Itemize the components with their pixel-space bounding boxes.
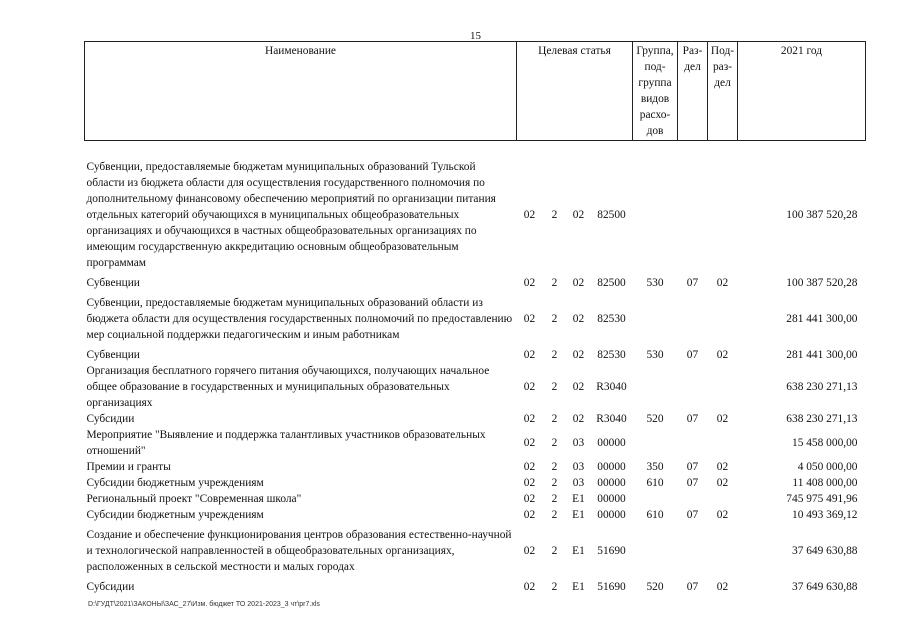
row-rz: [678, 427, 708, 459]
row-prz: 02: [716, 509, 729, 521]
row-t2: 2: [551, 477, 558, 489]
row-name: Субсидии: [86, 413, 135, 425]
row-rz: 07: [686, 277, 699, 289]
row-sum: 100 387 520,28: [786, 277, 858, 289]
row-t1: 02: [523, 581, 536, 593]
row-sum: 638 230 271,13: [786, 381, 858, 393]
row-rz: 07: [686, 581, 699, 593]
row-t4: 51690: [597, 545, 626, 557]
row-rz: 07: [686, 477, 699, 489]
row-grp: [633, 159, 678, 271]
row-t2: 2: [551, 277, 558, 289]
row-name: Организация бесплатного горячего питания обучающихся, получающих начальное общее образование в государственных и муниципальных образовательных организациях: [86, 365, 490, 409]
row-prz: [708, 527, 738, 575]
page-number: 15: [470, 30, 481, 42]
row-prz: 02: [716, 413, 729, 425]
row-grp: [633, 295, 678, 343]
row-t4: 51690: [597, 581, 626, 593]
table-row: [85, 159, 866, 271]
row-name: Мероприятие "Выявление и поддержка талантливых участников образовательных отношений": [86, 429, 486, 457]
row-t1: 02: [523, 509, 536, 521]
row-t1: 02: [523, 477, 536, 489]
table-body: [85, 141, 866, 596]
row-name: Субсидии бюджетным учреждениям: [86, 509, 264, 521]
row-t3: 03: [572, 461, 585, 473]
table-row: [85, 459, 866, 475]
row-t2: 2: [551, 313, 558, 325]
row-prz: 02: [716, 349, 729, 361]
table-row: [85, 475, 866, 491]
row-rz: [678, 491, 708, 507]
row-t3: 02: [572, 313, 585, 325]
row-name: Субвенции: [86, 277, 140, 289]
row-prz: [708, 295, 738, 343]
row-t4: R3040: [596, 413, 627, 425]
row-t3: 02: [572, 381, 585, 393]
row-rz: 07: [686, 509, 699, 521]
row-t4: 82530: [597, 349, 626, 361]
row-t1: 02: [523, 209, 536, 221]
row-sum: 37 649 630,88: [792, 581, 858, 593]
row-sum: 100 387 520,28: [786, 209, 858, 221]
row-t3: E1: [572, 493, 585, 505]
row-name: Субвенции: [86, 349, 140, 361]
row-t1: 02: [523, 437, 536, 449]
table-row: [85, 347, 866, 363]
row-rz: 07: [686, 413, 699, 425]
row-t4: R3040: [596, 381, 627, 393]
row-grp: 530: [646, 349, 664, 361]
row-grp: 520: [646, 413, 664, 425]
row-t4: 82500: [597, 277, 626, 289]
row-t2: 2: [551, 437, 558, 449]
row-t2: 2: [551, 509, 558, 521]
row-grp: 610: [646, 477, 664, 489]
header-group: Группа, под- группа видов расхо- дов: [633, 42, 678, 141]
row-name: Региональный проект "Современная школа": [86, 493, 302, 505]
row-rz: [678, 527, 708, 575]
header-year: 2021 год: [738, 42, 866, 141]
row-t1: 02: [523, 461, 536, 473]
table-row: [85, 579, 866, 595]
row-grp: [633, 363, 678, 411]
row-rz: [678, 159, 708, 271]
row-sum: 11 408 000,00: [792, 477, 858, 489]
row-name: Субсидии: [86, 581, 135, 593]
row-sum: 4 050 000,00: [797, 461, 858, 473]
table-row: [85, 363, 866, 411]
row-prz: [708, 159, 738, 271]
row-name: Премии и гранты: [86, 461, 171, 473]
table-row: [85, 491, 866, 507]
row-t3: 03: [572, 437, 585, 449]
row-t4: 82500: [597, 209, 626, 221]
row-sum: 281 441 300,00: [786, 349, 858, 361]
row-t2: 2: [551, 209, 558, 221]
row-t3: 02: [572, 209, 585, 221]
row-grp: 610: [646, 509, 664, 521]
table-row: [85, 295, 866, 343]
row-name: Субсидии бюджетным учреждениям: [86, 477, 264, 489]
row-rz: 07: [686, 461, 699, 473]
table-row: [85, 411, 866, 427]
row-name: Субвенции, предоставляемые бюджетам муниципальных образований области из бюджета области для осуществления государственных полномочий по предоставлению мер социальной поддержки педагогическим и иным работникам: [86, 297, 513, 341]
row-t2: 2: [551, 581, 558, 593]
row-sum: 745 975 491,96: [786, 493, 858, 505]
row-t3: E1: [572, 581, 585, 593]
table-row: [85, 527, 866, 575]
row-grp: 350: [646, 461, 664, 473]
row-rz: [678, 363, 708, 411]
row-t1: 02: [523, 493, 536, 505]
header-name: Наименование: [85, 42, 517, 141]
row-t4: 00000: [597, 437, 626, 449]
row-t3: 02: [572, 349, 585, 361]
row-t2: 2: [551, 493, 558, 505]
row-name: Создание и обеспечение функционирования центров образования естественно-научной и технологической направленностей в общеобразовательных организациях, расположенных в сельской местности и малых городах: [86, 529, 512, 573]
row-t1: 02: [523, 381, 536, 393]
row-sum: 638 230 271,13: [786, 413, 858, 425]
row-t2: 2: [551, 461, 558, 473]
table-row: [85, 507, 866, 523]
row-grp: 530: [646, 277, 664, 289]
row-prz: 02: [716, 477, 729, 489]
row-t2: 2: [551, 545, 558, 557]
row-sum: 37 649 630,88: [792, 545, 858, 557]
row-t4: 00000: [597, 461, 626, 473]
row-t4: 82530: [597, 313, 626, 325]
row-t3: E1: [572, 545, 585, 557]
row-t4: 00000: [597, 477, 626, 489]
row-t4: 00000: [597, 493, 626, 505]
row-grp: 520: [646, 581, 664, 593]
row-grp: [633, 491, 678, 507]
row-name: Субвенции, предоставляемые бюджетам муниципальных образований Тульской области из бюджета области для осуществления государственного полномочия по дополнительному финансовому обеспечению мероприятий по организации питания отдельных категорий обучающихся в муниципальных общеобразовательных организациях и обучающихся в частных общеобразовательных организациях по имеющим государственную аккредитацию основным общеобразовательным программам: [86, 161, 496, 269]
header-subsection: Под- раз- дел: [708, 42, 738, 141]
row-t1: 02: [523, 277, 536, 289]
row-t2: 2: [551, 381, 558, 393]
footer-file-path: D:\ГУДТ\2021\ЗАКОНЫ\ЗАС_27\Изм. бюджет ТО 2021-2023_3 чт\pr7.xls: [88, 601, 320, 608]
table-row: [85, 275, 866, 291]
row-rz: 07: [686, 349, 699, 361]
row-sum: 15 458 000,00: [792, 437, 858, 449]
row-t3: 02: [572, 277, 585, 289]
header-target-article: Целевая статья: [517, 42, 633, 141]
table-header: [85, 42, 866, 141]
row-prz: 02: [716, 277, 729, 289]
row-t2: 2: [551, 413, 558, 425]
row-prz: [708, 491, 738, 507]
row-prz: 02: [716, 461, 729, 473]
row-prz: [708, 363, 738, 411]
budget-table: [84, 41, 866, 595]
row-sum: 281 441 300,00: [786, 313, 858, 325]
row-t3: 02: [572, 413, 585, 425]
row-grp: [633, 527, 678, 575]
row-grp: [633, 427, 678, 459]
row-prz: 02: [716, 581, 729, 593]
row-prz: [708, 427, 738, 459]
row-t3: E1: [572, 509, 585, 521]
row-t3: 03: [572, 477, 585, 489]
header-section: Раз- дел: [678, 42, 708, 141]
row-sum: 10 493 369,12: [792, 509, 858, 521]
row-t1: 02: [523, 413, 536, 425]
row-t4: 00000: [597, 509, 626, 521]
row-t1: 02: [523, 313, 536, 325]
row-t2: 2: [551, 349, 558, 361]
row-t1: 02: [523, 349, 536, 361]
row-rz: [678, 295, 708, 343]
row-t1: 02: [523, 545, 536, 557]
table-row: [85, 427, 866, 459]
